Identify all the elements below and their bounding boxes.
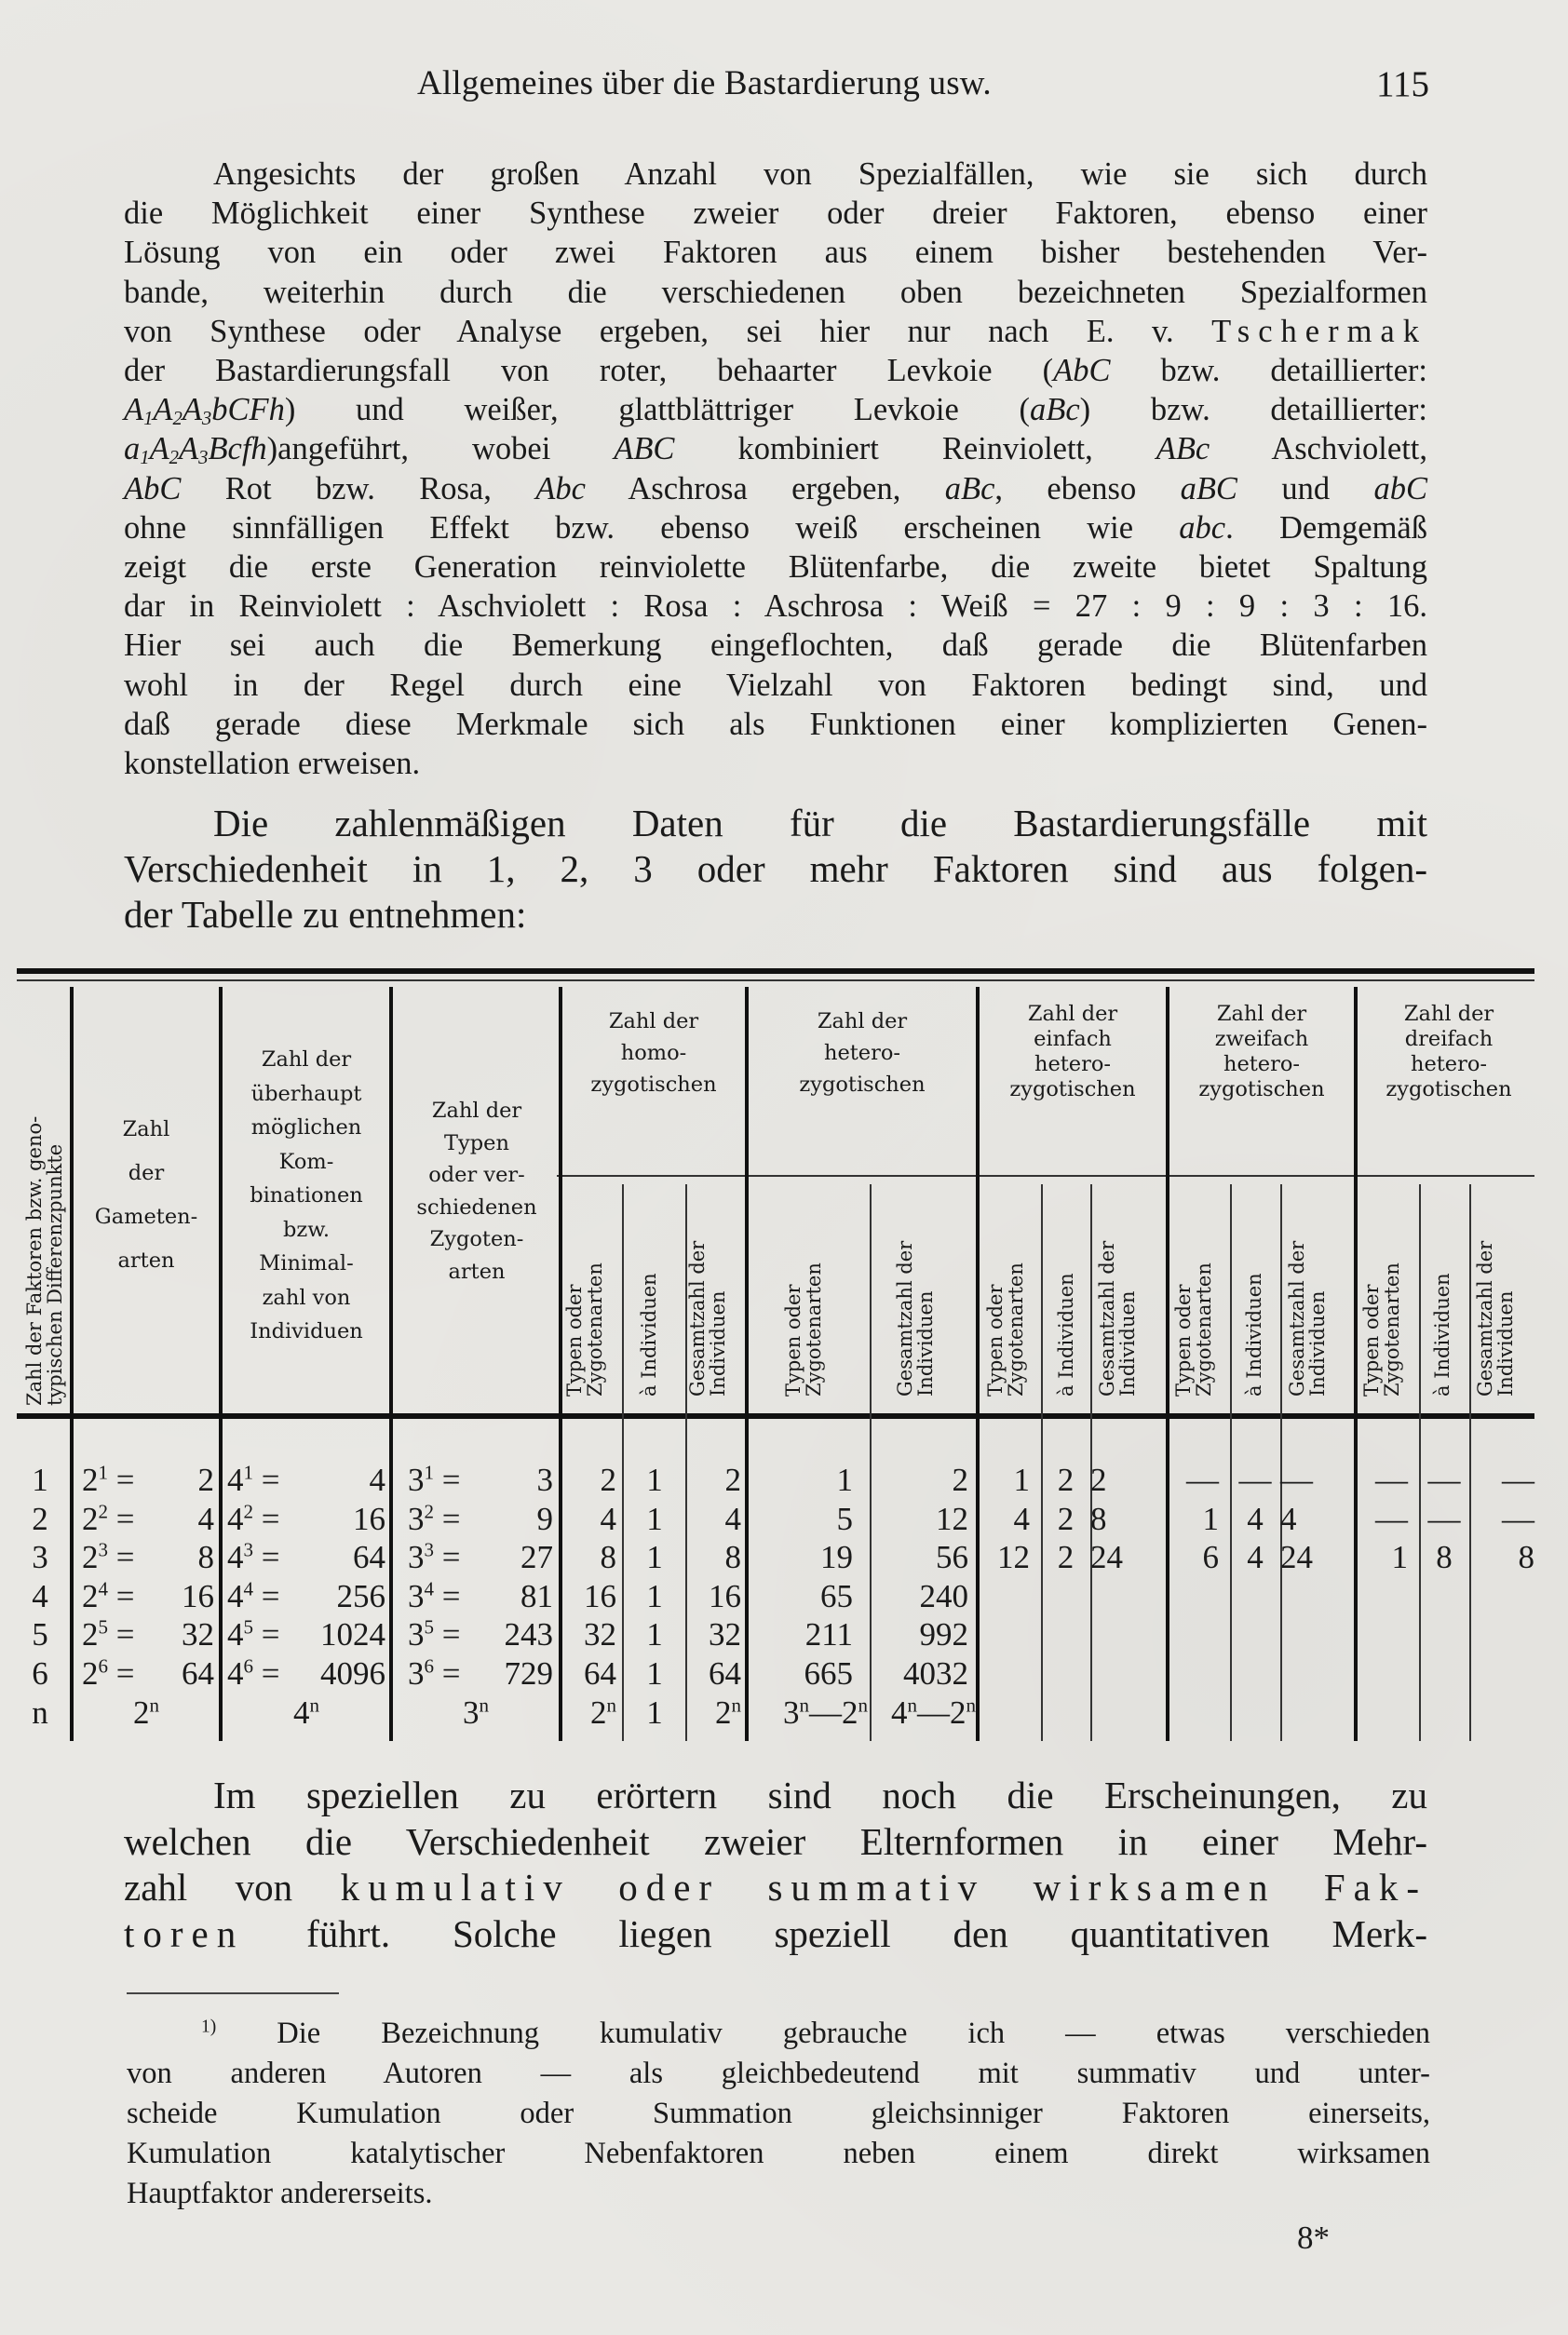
cell-types: $3^3$ = 27 <box>408 1538 553 1575</box>
cell-homo-types: 64 <box>584 1654 616 1692</box>
cell-homo-each: 1 <box>646 1539 663 1575</box>
genotype-formula: aBc <box>944 470 995 506</box>
cell-homo-total: 2 <box>724 1462 741 1498</box>
cell-combinations: $4^5$ = 1024 <box>227 1615 385 1653</box>
cell-ein-each: 2 <box>1057 1462 1075 1498</box>
footnote-rule <box>127 1992 339 1994</box>
cell-drei-types: 1 <box>1391 1539 1408 1575</box>
header-triple-heterozygous: Zahl der dreifach hetero- zygotischen <box>1386 1002 1512 1101</box>
cell-combinations: 4$^n$ <box>293 1694 319 1731</box>
cell-drei-types: — <box>1375 1462 1408 1498</box>
cell-combinations: $4^6$ = 4096 <box>227 1653 385 1692</box>
signature-mark: 8* <box>1297 2220 1330 2256</box>
header-gametes: Zahl der Gameten- arten <box>94 1117 198 1273</box>
cell-ein-each: 2 <box>1057 1539 1075 1575</box>
cell-gametes: $2^5$ = 32 <box>82 1615 214 1653</box>
text-line: Im speziellen zu erörtern sind noch die Erscheinungen, zu <box>213 1774 1427 1816</box>
column-divider <box>70 987 74 1741</box>
text-line: Die zahlenmäßigen Daten für die Bastardierungsfälle mit <box>213 802 1427 844</box>
cell-homo-total: 2$^n$ <box>715 1694 741 1731</box>
cell-hetero-total: 4$^n$—2$^n$ <box>891 1694 976 1731</box>
cell-zwei-total: 24 <box>1280 1539 1313 1575</box>
cell-homo-types: 8 <box>600 1539 616 1575</box>
cell-hetero-total: 4032 <box>903 1654 968 1692</box>
text-segment: ) bzw. detaillierter: <box>1079 392 1427 428</box>
footnote-line: scheide Kumulation oder Summation gleichsinniger Faktoren einerseits, <box>127 2097 1430 2130</box>
genotype-formula: Abc <box>535 470 586 506</box>
subheader-each: à Individuen <box>1431 1273 1453 1397</box>
table-top-rule-thin <box>17 979 1534 981</box>
text-line: konstellation erweisen. <box>124 746 421 782</box>
genotype-formula: AbC <box>124 470 182 506</box>
emphasized-term: Fak- <box>1323 1866 1428 1909</box>
cell-homo-total: 32 <box>709 1616 741 1653</box>
cell-factor-count: 6 <box>32 1654 48 1692</box>
text-line <box>124 312 1427 351</box>
cell-ein-each: 2 <box>1057 1500 1075 1537</box>
text-segment: von Synthese oder Analyse ergeben, sei hier nur nach E. v. <box>124 313 1212 349</box>
cell-zwei-total: 4 <box>1280 1500 1297 1537</box>
subheader-each: à Individuen <box>638 1273 660 1397</box>
text-segment: , ebenso <box>994 470 1181 506</box>
cell-hetero-types: 665 <box>804 1654 853 1692</box>
cell-combinations: $4^2$ = 16 <box>227 1499 385 1537</box>
paragraph-cumulative-factors <box>124 1773 1427 1957</box>
genotype-formula: abC <box>1373 470 1428 506</box>
cell-zwei-total: — <box>1280 1462 1313 1498</box>
text-line: Angesichts der großen Anzahl von Spezialfällen, wie sie sich durch <box>213 156 1427 192</box>
subheader-each: à Individuen <box>1055 1273 1077 1397</box>
text-line: welchen die Verschiedenheit zweier Elternformen in einer Mehr- <box>124 1819 1427 1863</box>
header-types: Zahl der Typen oder ver- schiedenen Zygoten- arten <box>416 1099 537 1284</box>
cell-homo-types: 16 <box>584 1577 616 1614</box>
cell-drei-total: — <box>1502 1462 1534 1498</box>
subheader-each: à Individuen <box>1243 1273 1265 1397</box>
table-header-rule <box>17 1413 1534 1419</box>
text-line: zeigt die erste Generation reinviolette Blütenfarbe, die zweite bietet Spaltung <box>124 549 1427 586</box>
cell-hetero-total: 12 <box>936 1500 968 1537</box>
text-line <box>124 390 1427 429</box>
cell-homo-total: 8 <box>724 1539 741 1575</box>
cell-gametes: 2$^n$ <box>133 1694 159 1731</box>
text-line: bande, weiterhin durch die verschiedenen oben bezeichneten Spezialformen <box>124 274 1427 310</box>
cell-zwei-types: 6 <box>1202 1539 1219 1575</box>
cell-homo-each: 1 <box>646 1616 663 1653</box>
paragraph-table-intro <box>124 801 1427 938</box>
genotype-formula: aBc <box>1030 392 1080 428</box>
text-line: der Tabelle zu entnehmen: <box>124 893 527 936</box>
cell-homo-each: 1 <box>646 1500 663 1537</box>
header-double-heterozygous: Zahl der zweifach hetero- zygotischen <box>1198 1002 1325 1101</box>
cell-gametes: $2^4$ = 16 <box>82 1576 214 1614</box>
hybridization-data-table <box>17 968 1534 1741</box>
author-name: Tschermak <box>1211 313 1427 349</box>
cell-ein-types: 12 <box>997 1539 1030 1575</box>
genotype-formula: AbC <box>1053 353 1111 389</box>
cell-drei-total: — <box>1502 1500 1534 1537</box>
cell-gametes: $2^1$ = 2 <box>82 1461 214 1498</box>
cell-homo-total: 4 <box>724 1500 741 1537</box>
cell-drei-total: 8 <box>1518 1539 1534 1575</box>
cell-hetero-types: 211 <box>804 1616 853 1653</box>
genotype-formula: ABc <box>1156 431 1210 467</box>
cell-hetero-types: 65 <box>820 1577 853 1614</box>
genotype-formula: abc <box>1179 509 1226 546</box>
text-segment: und <box>1237 470 1374 506</box>
cell-gametes: $2^3$ = 8 <box>82 1538 214 1575</box>
text-segment: )angeführt, wobei <box>266 431 615 467</box>
text-line: Verschiedenheit in 1, 2, 3 oder mehr Faktoren sind aus folgen- <box>124 847 1427 890</box>
cell-drei-each: — <box>1427 1500 1461 1537</box>
cell-factor-count: 1 <box>32 1462 48 1498</box>
cell-types: $3^4$ = 81 <box>408 1576 553 1614</box>
footnote-line: von anderen Autoren — als gleichbedeutend mit summativ und unter- <box>127 2057 1430 2090</box>
running-head <box>121 63 1429 110</box>
text-segment: der Bastardierungsfall von roter, behaarter Levkoie ( <box>124 353 1054 389</box>
cell-factor-count: n <box>32 1694 48 1731</box>
cell-homo-each: 1 <box>646 1577 663 1614</box>
text-segment: Aschviolett, <box>1210 431 1428 467</box>
cell-hetero-total: 240 <box>919 1577 968 1614</box>
cell-hetero-types: 1 <box>836 1462 853 1498</box>
emphasized-term: kumulativ <box>340 1866 571 1909</box>
cell-combinations: $4^1$ = 4 <box>227 1461 385 1498</box>
subheader-types: Typen oder Zygotenarten <box>563 1262 606 1397</box>
cell-homo-types: 2 <box>600 1462 616 1498</box>
header-homozygous: Zahl der homo- zygotischen <box>590 1009 717 1097</box>
cell-factor-count: 5 <box>32 1616 48 1653</box>
genotype-formula: aBC <box>1180 470 1237 506</box>
sub-column-divider <box>1041 1184 1043 1741</box>
subheader-rule <box>557 1175 1534 1177</box>
subheader-types: Typen oder Zygotenarten <box>782 1262 825 1397</box>
text-line <box>124 508 1427 547</box>
text-line: Lösung von ein oder zwei Faktoren aus einem bisher bestehenden Ver- <box>124 235 1427 271</box>
cell-ein-total: 2 <box>1090 1462 1107 1498</box>
text-line: die Möglichkeit einer Synthese zweier oder dreier Faktoren, ebenso einer <box>124 196 1427 232</box>
text-segment: ) und weißer, glattblättriger Levkoie ( <box>284 392 1031 428</box>
cell-combinations: $4^3$ = 64 <box>227 1538 385 1575</box>
cell-hetero-total: 992 <box>919 1616 968 1653</box>
cell-hetero-types: 3$^n$—2$^n$ <box>783 1694 868 1731</box>
sub-column-divider <box>1419 1184 1421 1741</box>
cell-homo-types: 2$^n$ <box>590 1694 616 1731</box>
cell-hetero-total: 56 <box>936 1539 968 1575</box>
subheader-total: Gesamtzahl der Individuen <box>1286 1240 1329 1397</box>
cell-ein-total: 24 <box>1090 1539 1123 1575</box>
footnote <box>127 2014 1430 2214</box>
cell-factor-count: 4 <box>32 1577 48 1614</box>
text-segment: . Demgemäß <box>1225 509 1427 546</box>
cell-types: $3^5$ = 243 <box>408 1615 553 1653</box>
emphasized-term: wirksamen <box>1033 1866 1277 1909</box>
cell-homo-each: 1 <box>646 1694 663 1731</box>
cell-types: 3$^n$ <box>463 1694 489 1731</box>
text-line <box>124 469 1427 508</box>
cell-gametes: $2^6$ = 64 <box>82 1653 214 1692</box>
header-factors: Zahl der Faktoren bzw. geno- typischen Differenzpunkte <box>23 1115 66 1406</box>
genotype-formula: ABC <box>614 431 675 467</box>
cell-ein-types: 4 <box>1013 1500 1030 1537</box>
cell-hetero-types: 19 <box>820 1539 853 1575</box>
subheader-total: Gesamtzahl der Individuen <box>1474 1240 1517 1397</box>
footnote-line: Hauptfaktor andererseits. <box>127 2177 433 2210</box>
text-segment: ohne sinnfälligen Effekt bzw. ebenso weiß erscheinen wie <box>124 509 1180 546</box>
subheader-types: Typen oder Zygotenarten <box>1172 1262 1215 1397</box>
running-title: Allgemeines über die Bastardierung usw. <box>417 64 992 102</box>
emphasized-term: oder <box>618 1866 721 1909</box>
cell-ein-total: 8 <box>1090 1500 1107 1537</box>
footnote-line: Kumulation katalytischer Nebenfaktoren neben einem direkt wirksamen <box>127 2137 1430 2170</box>
text-line: daß gerade diese Merkmale sich als Funktionen einer komplizierten Genen- <box>124 706 1427 742</box>
cell-drei-types: — <box>1375 1500 1408 1537</box>
cell-homo-types: 32 <box>584 1616 616 1653</box>
cell-zwei-each: — <box>1238 1462 1272 1498</box>
text-line <box>124 429 1427 468</box>
cell-factor-count: 3 <box>32 1539 48 1575</box>
cell-types: $3^2$ = 9 <box>408 1499 553 1537</box>
cell-hetero-total: 2 <box>952 1462 968 1498</box>
emphasized-term: summativ <box>767 1866 986 1909</box>
text-segment: bzw. detaillierter: <box>1110 353 1427 389</box>
text-segment: Rot bzw. Rosa, <box>181 470 536 506</box>
paragraph-tschermak-example <box>124 155 1427 783</box>
cell-gametes: $2^2$ = 4 <box>82 1499 214 1537</box>
cell-homo-each: 1 <box>646 1462 663 1498</box>
footnote-line: $^{1)}$ Die Bezeichnung kumulativ gebrauche ich — etwas verschieden <box>201 2017 1430 2050</box>
text-line: toren führt. Solche liegen speziell den quantitativen Merk- <box>124 1911 1427 1955</box>
cell-ein-types: 1 <box>1013 1462 1030 1498</box>
subheader-total: Gesamtzahl der Individuen <box>894 1240 937 1397</box>
cell-drei-each: — <box>1427 1462 1461 1498</box>
cell-drei-each: 8 <box>1436 1539 1453 1575</box>
cell-combinations: $4^4$ = 256 <box>227 1576 385 1614</box>
cell-zwei-types: 1 <box>1202 1500 1219 1537</box>
cell-zwei-each: 4 <box>1247 1539 1264 1575</box>
genotype-formula: $A_1A_2A_3bCFh$ <box>124 392 285 430</box>
segregation-ratio-line: dar in Reinviolett : Aschviolett : Rosa : Aschrosa : Weiß = 27 : 9 : 9 : 3 : 16. <box>124 588 1427 625</box>
subheader-total: Gesamtzahl der Individuen <box>1096 1240 1139 1397</box>
subheader-types: Typen oder Zygotenarten <box>1360 1262 1403 1397</box>
cell-homo-types: 4 <box>600 1500 616 1537</box>
header-single-heterozygous: Zahl der einfach hetero- zygotischen <box>1009 1002 1136 1101</box>
cell-zwei-each: 4 <box>1247 1500 1264 1537</box>
subheader-types: Typen oder Zygotenarten <box>984 1262 1027 1397</box>
text-line: wohl in der Regel durch eine Vielzahl von Faktoren bedingt sind, und <box>124 667 1427 703</box>
text-segment: Aschrosa ergeben, <box>585 470 945 506</box>
genotype-formula: $a_1A_2A_3Bcfh$ <box>124 431 267 469</box>
text-line <box>124 351 1427 390</box>
text-segment: kombiniert Reinviolett, <box>674 431 1156 467</box>
cell-hetero-types: 5 <box>836 1500 853 1537</box>
page-number: 115 <box>1375 64 1429 104</box>
sub-column-divider <box>1230 1184 1232 1741</box>
text-line: Hier sei auch die Bemerkung eingeflochten, daß gerade die Blütenfarben <box>124 628 1427 664</box>
cell-zwei-types: — <box>1186 1462 1219 1498</box>
cell-types: $3^6$ = 729 <box>408 1653 553 1692</box>
emphasized-term: toren <box>124 1911 245 1955</box>
header-heterozygous: Zahl der hetero- zygotischen <box>799 1009 926 1097</box>
footnote-marker: 1) <box>201 2017 217 2037</box>
table-top-rule <box>17 968 1534 974</box>
cell-homo-total: 16 <box>709 1577 741 1614</box>
subheader-total: Gesamtzahl der Individuen <box>686 1240 729 1397</box>
cell-homo-each: 1 <box>646 1654 663 1692</box>
header-combinations: Zahl der überhaupt möglichen Kom- binationen bzw. Minimal- zahl von Individuen <box>250 1047 363 1343</box>
cell-factor-count: 2 <box>32 1500 48 1537</box>
sub-column-divider <box>1469 1184 1471 1741</box>
cell-homo-total: 64 <box>709 1654 741 1692</box>
cell-types: $3^1$ = 3 <box>408 1461 553 1498</box>
text-line: zahl von kumulativ oder summativ wirksamen Fak- <box>124 1866 1428 1909</box>
